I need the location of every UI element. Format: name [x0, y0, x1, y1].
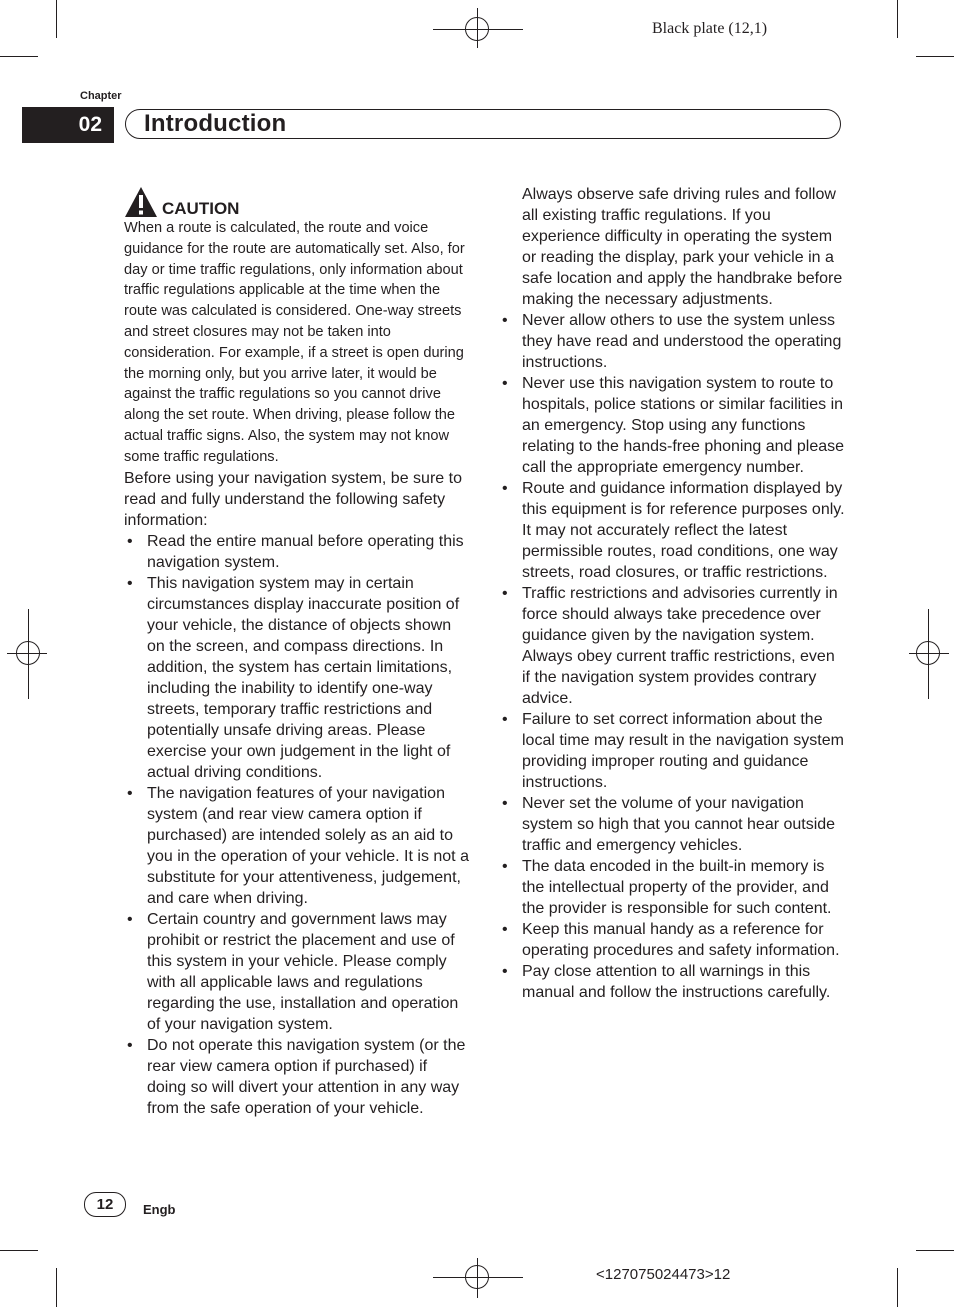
registration-mark [465, 1265, 489, 1289]
registration-mark [916, 641, 940, 665]
document-code: <127075024473>12 [596, 1266, 731, 1283]
crop-mark [897, 0, 898, 38]
registration-mark [465, 17, 489, 41]
left-column [124, 186, 470, 1119]
crop-mark [0, 56, 38, 57]
list-item: • The navigation features of your navigation system (and rear view camera option if purchased) are intended solely as an aid to you in the operation of your vehicle. It is not a substitute for your attentiveness, judgement, and care when driving. [124, 783, 470, 909]
list-item: • Route and guidance information displayed by this equipment is for reference purposes only. It may not accurately reflect the latest permissible routes, road conditions, one way streets, road closures, or traffic restrictions. [499, 478, 845, 583]
caution-heading-row [124, 186, 470, 218]
caution-text: When a route is calculated, the route and voice guidance for the route are automatically set. Also, for day or time traffic regulations, only information about traffic regulations applicable at the time when the route was calculated is considered. One-way streets and street closures may not be taken into consideration. For example, if a street is open during the morning only, but you arrive later, it would be against the traffic regulations so you cannot drive along the set route. When driving, please follow the actual traffic signs. Also, the system may not know some traffic regulations. [124, 220, 465, 465]
registration-mark [16, 641, 40, 665]
list-item: • Certain country and government laws may prohibit or restrict the placement and use of this system in your vehicle. Please comply with all applicable laws and regulations regarding the use, installation and operation of your navigation system. [124, 909, 470, 1035]
safety-list-continued [499, 310, 845, 1003]
chapter-number: 02 [22, 107, 114, 143]
list-item: • Never set the volume of your navigation system so high that you cannot hear outside traffic and emergency vehicles. [499, 793, 845, 856]
crop-mark [916, 1250, 954, 1251]
list-item: • This navigation system may in certain circumstances display inaccurate position of your vehicle, the distance of objects shown on the screen, and compass directions. In addition, the system has certain limitations, including the inability to identify one-way streets, temporary traffic restrictions and potentially unsafe driving areas. Please exercise your own judgement in the light of actual driving conditions. [124, 573, 470, 783]
crop-mark [916, 56, 954, 57]
list-item: • Never use this navigation system to route to hospitals, police stations or similar facilities in an emergency. Stop using any functions relating to the hands-free phoning and please call the appropriate emergency number. [499, 373, 845, 478]
crop-mark [897, 1268, 898, 1307]
continued-paragraph: Always observe safe driving rules and follow all existing traffic regulations. If you experience difficulty in operating the system or reading the display, park your vehicle in a safe location and apply the handbrake before making the necessary adjustments. [522, 186, 843, 308]
list-item: • Do not operate this navigation system (or the rear view camera option if purchased) if doing so will divert your attention in any way from the safe operation of your vehicle. [124, 1035, 470, 1119]
plate-label: Black plate (12,1) [652, 20, 768, 37]
crop-mark [56, 0, 57, 38]
safety-list [124, 531, 470, 1119]
list-item: • Read the entire manual before operating this navigation system. [124, 531, 470, 573]
list-item: • Failure to set correct information about the local time may result in the navigation system providing improper routing and guidance instructions. [499, 709, 845, 793]
page-number: 12 [84, 1192, 126, 1217]
warning-triangle-icon [124, 186, 158, 218]
caution-heading: CAUTION [162, 199, 240, 218]
list-item: • The data encoded in the built-in memory is the intellectual property of the provider, and the provider is responsible for such content. [499, 856, 845, 919]
list-item: • Pay close attention to all warnings in this manual and follow the instructions carefully. [499, 961, 845, 1003]
list-item: • Never allow others to use the system unless they have read and understood the operating instructions. [499, 310, 845, 373]
chapter-title: Introduction [144, 110, 287, 137]
list-item: • Traffic restrictions and advisories currently in force should always take precedence over guidance given by the navigation system. Always obey current traffic restrictions, even if the navigation system provides contrary advice. [499, 583, 845, 709]
safety-intro: Before using your navigation system, be sure to read and fully understand the following safety information: [124, 469, 462, 529]
crop-mark [0, 1250, 38, 1251]
chapter-label: Chapter [80, 90, 122, 102]
list-item: • Keep this manual handy as a reference for operating procedures and safety information. [499, 919, 845, 961]
right-column [499, 184, 845, 1003]
language-code: Engb [143, 1202, 176, 1217]
crop-mark [56, 1268, 57, 1307]
